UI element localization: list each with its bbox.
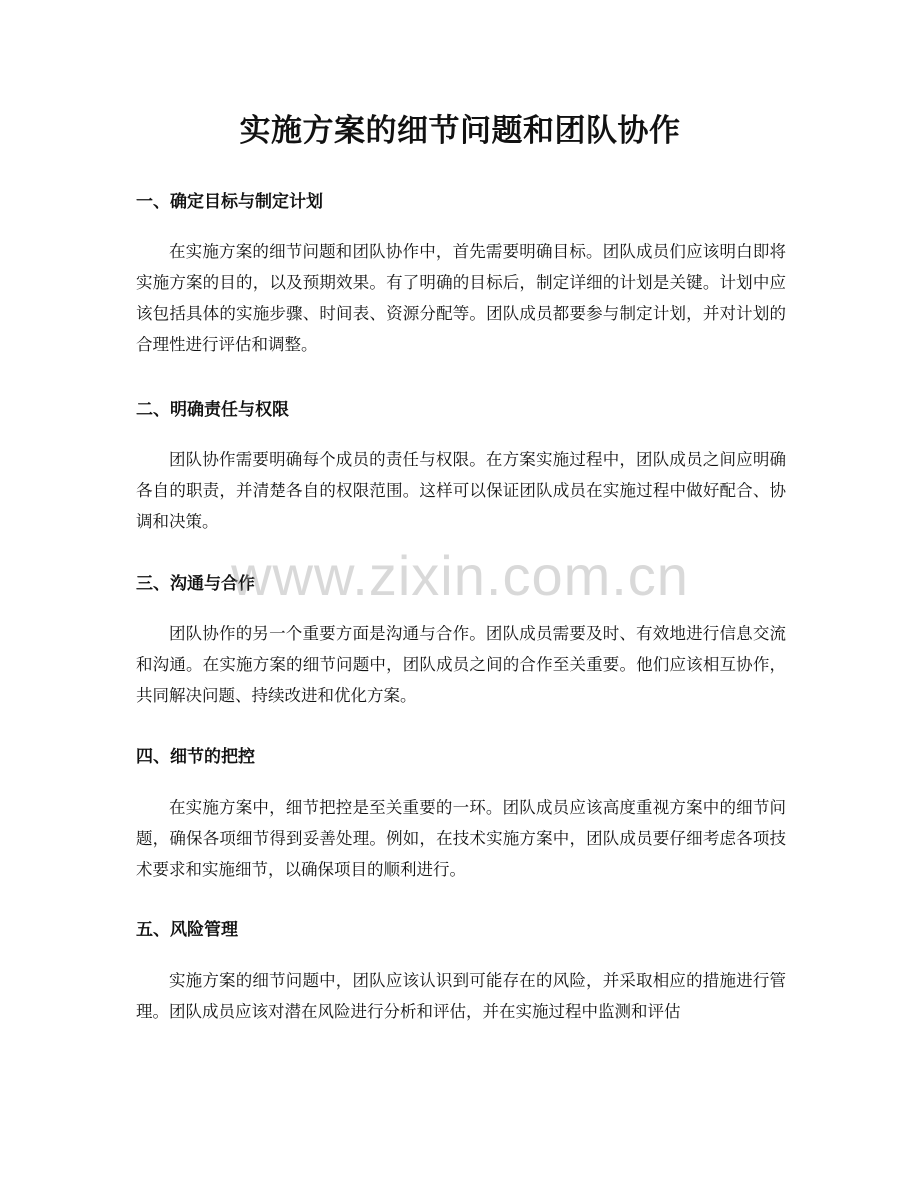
watermark: www.zixin.com.cn (231, 544, 689, 607)
section-heading-5: 五、风险管理 (136, 920, 238, 940)
section-heading-1: 一、确定目标与制定计划 (136, 192, 323, 212)
section-body-5: 实施方案的细节问题中，团队应该认识到可能存在的风险，并采取相应的措施进行管理。团队成员应该对潜在风险进行分析和评估，并在实施过程中监测和评估 (136, 971, 786, 1021)
section-heading-3: 三、沟通与合作 (136, 574, 255, 594)
section-body-2: 团队协作需要明确每个成员的责任与权限。在方案实施过程中，团队成员之间应明确各自的职责，并清楚各自的权限范围。这样可以保证团队成员在实施过程中做好配合、协调和决策。 (136, 450, 786, 531)
section-heading-2: 二、明确责任与权限 (136, 400, 289, 420)
section-body-1: 在实施方案的细节问题和团队协作中，首先需要明确目标。团队成员们应该明白即将实施方案的目的，以及预期效果。有了明确的目标后，制定详细的计划是关键。计划中应该包括具体的实施步骤、时间表、资源分配等。团队成员都要参与制定计划，并对计划的合理性进行评估和调整。 (136, 242, 786, 354)
section-body-3: 团队协作的另一个重要方面是沟通与合作。团队成员需要及时、有效地进行信息交流和沟通。在实施方案的细节问题中，团队成员之间的合作至关重要。他们应该相互协作，共同解决问题、持续改进和优化方案。 (136, 624, 786, 705)
section-body-4: 在实施方案中，细节把控是至关重要的一环。团队成员应该高度重视方案中的细节问题，确保各项细节得到妥善处理。例如，在技术实施方案中，团队成员要仔细考虑各项技术要求和实施细节，以确保项目的顺利进行。 (136, 798, 786, 879)
document-title: 实施方案的细节问题和团队协作 (239, 113, 681, 149)
section-heading-4: 四、细节的把控 (136, 747, 255, 767)
